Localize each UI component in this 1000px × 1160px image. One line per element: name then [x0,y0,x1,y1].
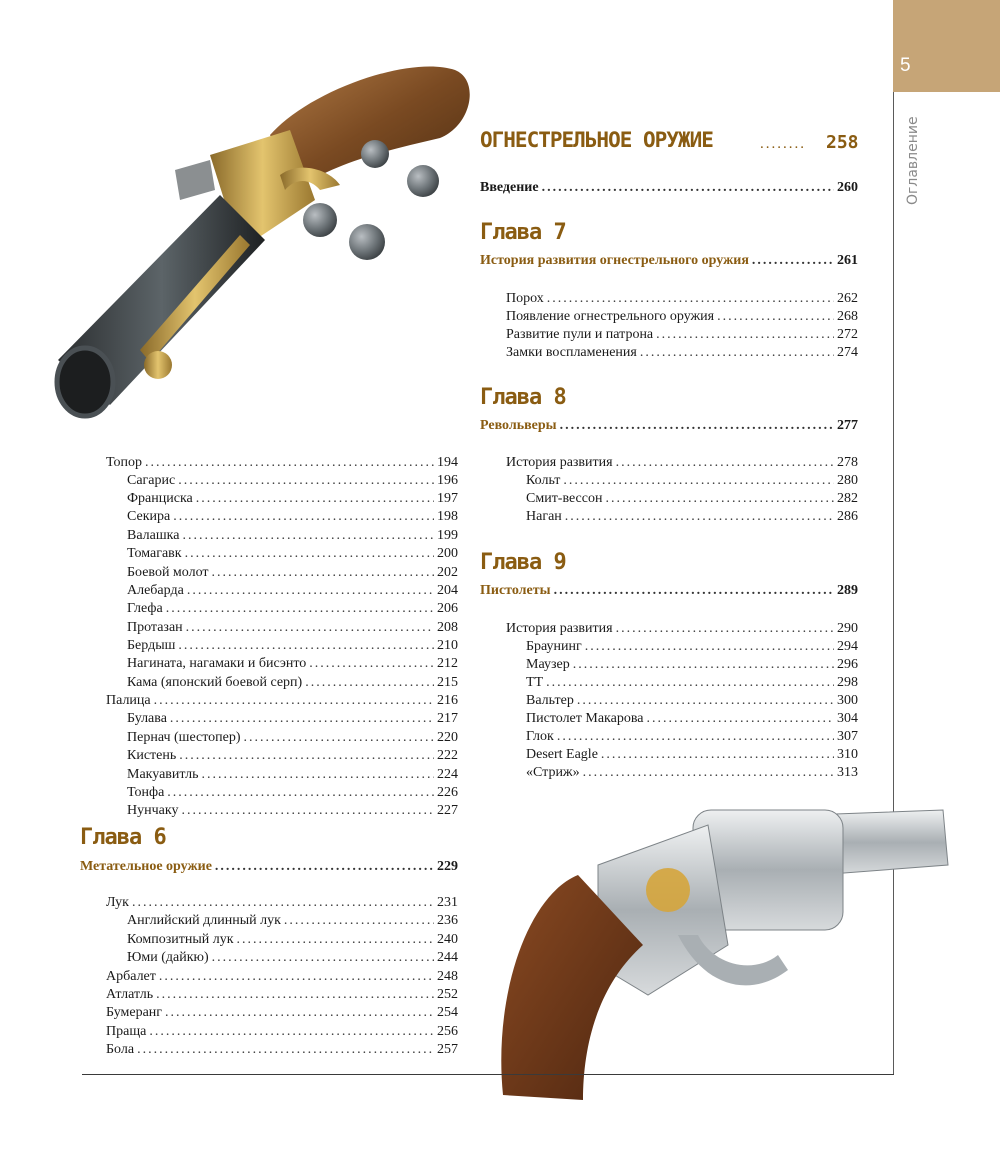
toc-entry[interactable] [526,764,858,782]
toc-page: 204 [437,583,458,598]
toc-label: Томагавк [127,546,182,561]
toc-leader [557,728,834,746]
toc-label: Палица [106,693,151,708]
toc-entry[interactable] [127,508,458,526]
toc-page: 208 [437,620,458,635]
toc-page: 278 [837,455,858,470]
toc-entry[interactable] [127,674,458,692]
chapter-heading: Глава 6 [80,825,166,850]
toc-label: Алебарда [127,583,184,598]
lead-ball [407,165,439,197]
toc-page: 294 [837,639,858,654]
toc-label: Атлатль [106,987,154,1002]
toc-page: 199 [437,528,458,543]
toc-page: 272 [837,327,858,342]
toc-leader [542,179,834,197]
section-page: 258 [826,132,859,153]
toc-leader [212,949,434,967]
toc-label: Протазан [127,620,183,635]
toc-page: 268 [837,309,858,324]
toc-page: 200 [437,546,458,561]
side-section-label: Оглавление [905,116,921,205]
chapter-entry[interactable] [480,252,858,270]
toc-entry[interactable] [127,912,458,930]
toc-label: Кистень [127,748,177,763]
section-title-dots: ........ [760,136,806,152]
toc-page: 236 [437,913,458,928]
toc-label: Булава [127,711,167,726]
toc-leader [202,766,434,784]
toc-page: 260 [837,180,858,195]
toc-label: Нунчаку [127,803,179,818]
toc-leader [601,746,834,764]
toc-leader [178,472,434,490]
toc-label: Развитие пули и патрона [506,327,654,342]
toc-entry[interactable] [127,931,458,949]
toc-leader [305,674,434,692]
toc-entry[interactable] [506,290,858,308]
chapter-subtitle: Пистолеты [480,583,551,598]
section-title: ОГНЕСТРЕЛЬНОЕ ОРУЖИЕ [480,128,713,152]
toc-leader [563,472,834,490]
toc-page: 262 [837,291,858,306]
toc-label: Замки воспламенения [506,345,637,360]
toc-page: 300 [837,693,858,708]
toc-entry[interactable] [127,490,458,508]
toc-entry[interactable] [127,784,458,802]
toc-label: Франциска [127,491,193,506]
toc-entry[interactable] [106,1041,458,1059]
toc-leader [640,344,834,362]
toc-entry[interactable] [526,656,858,674]
toc-entry[interactable] [127,564,458,582]
toc-label: Юми (дайкю) [127,950,209,965]
toc-leader [159,968,434,986]
toc-leader [137,1041,434,1059]
toc-page: 310 [837,747,858,762]
toc-entry[interactable] [127,802,458,820]
toc-page: 194 [437,455,458,470]
toc-entry[interactable] [506,326,858,344]
toc-leader [154,692,434,710]
toc-leader [752,252,834,270]
toc-page: 226 [437,785,458,800]
toc-leader [560,417,834,435]
toc-page: 304 [837,711,858,726]
toc-label: Desert Eagle [526,747,598,762]
toc-page: 240 [437,932,458,947]
toc-label: ТТ [526,675,544,690]
toc-page: 202 [437,565,458,580]
toc-label: Английский длинный лук [127,913,281,928]
toc-leader [165,1004,434,1022]
toc-label: Композитный лук [127,932,234,947]
toc-entry[interactable] [127,949,458,967]
toc-leader [181,802,434,820]
toc-page: 210 [437,638,458,653]
toc-entry[interactable] [526,746,858,764]
toc-page: 282 [837,491,858,506]
toc-entry[interactable] [106,454,458,472]
toc-leader [187,582,434,600]
toc-entry[interactable] [506,620,858,638]
toc-page: 217 [437,711,458,726]
toc-leader [182,527,434,545]
toc-page: 280 [837,473,858,488]
toc-label: Нагината, нагамаки и бисэнто [127,656,307,671]
toc-page: 256 [437,1024,458,1039]
toc-leader [179,747,434,765]
toc-leader [237,931,434,949]
toc-page: 257 [437,1042,458,1057]
toc-entry[interactable] [526,472,858,490]
toc-leader [573,656,834,674]
toc-leader [547,290,834,308]
toc-label: Лук [106,895,129,910]
toc-leader [167,784,434,802]
toc-page: 261 [837,253,858,268]
toc-page: 252 [437,987,458,1002]
toc-leader [583,764,834,782]
toc-label: Наган [526,509,562,524]
lead-ball [349,224,385,260]
chapter-heading: Глава 7 [480,220,566,245]
toc-label: Бумеранг [106,1005,163,1020]
toc-leader [215,858,434,876]
toc-page: 206 [437,601,458,616]
chapter-subtitle: Метательное оружие [80,859,212,874]
toc-page: 313 [837,765,858,780]
ramrod-tip [144,351,172,379]
pistol-hammer [175,160,215,200]
chapter-heading: Глава 9 [480,550,566,575]
toc-label: Кольт [526,473,561,488]
toc-label: Бердыш [127,638,176,653]
toc-label: Кама (японский боевой серп) [127,675,303,690]
toc-label: Праща [106,1024,147,1039]
chapter-heading: Глава 8 [480,385,566,410]
toc-entry[interactable] [106,894,458,912]
toc-label: Топор [106,455,142,470]
toc-leader [616,620,834,638]
toc-page: 307 [837,729,858,744]
toc-label: Пистолет Макарова [526,711,644,726]
chapter-entry[interactable] [480,417,858,435]
toc-label: Арбалет [106,969,156,984]
toc-label: Пернач (шестопер) [127,730,241,745]
toc-label: Вальтер [526,693,574,708]
lead-ball [303,203,337,237]
toc-page: 277 [837,418,858,433]
toc-leader [145,454,434,472]
toc-label: Боевой молот [127,565,209,580]
toc-label: «Стриж» [526,765,580,780]
toc-page: 286 [837,509,858,524]
pistol-photo [40,50,480,430]
toc-leader [605,490,834,508]
toc-page: 231 [437,895,458,910]
gold-eagle-inlay [646,868,690,912]
toc-entry[interactable] [127,766,458,784]
toc-entry[interactable] [526,692,858,710]
chapter-subtitle: История развития огнестрельного оружия [480,253,749,268]
toc-entry[interactable] [506,308,858,326]
toc-entry[interactable] [127,472,458,490]
toc-leader [196,490,434,508]
toc-entry[interactable] [127,527,458,545]
toc-page: 229 [437,859,458,874]
toc-label: Секира [127,509,171,524]
toc-label: Смит-вессон [526,491,603,506]
toc-label: Введение [480,180,539,195]
toc-leader [309,655,434,673]
toc-leader [616,454,834,472]
toc-entry[interactable] [127,637,458,655]
toc-page: 215 [437,675,458,690]
toc-label: Сагарис [127,473,176,488]
toc-page: 222 [437,748,458,763]
toc-page: 196 [437,473,458,488]
toc-leader [546,674,834,692]
toc-page: 220 [437,730,458,745]
toc-label: История развития [506,621,613,636]
toc-entry[interactable] [526,638,858,656]
toc-entry[interactable] [526,508,858,526]
toc-page: 224 [437,767,458,782]
page-number: 5 [900,55,911,76]
toc-page: 197 [437,491,458,506]
toc-entry[interactable] [106,1023,458,1041]
toc-page: 248 [437,969,458,984]
toc-entry[interactable] [127,710,458,728]
toc-page: 290 [837,621,858,636]
toc-leader [178,637,434,655]
toc-label: Появление огнестрельного оружия [506,309,715,324]
toc-leader [149,1023,434,1041]
chapter-entry[interactable] [480,582,858,600]
toc-page: 254 [437,1005,458,1020]
toc-leader [717,308,834,326]
page-tab [893,0,1000,92]
toc-page: 227 [437,803,458,818]
toc-label: Порох [506,291,544,306]
toc-page: 274 [837,345,858,360]
toc-entry[interactable] [526,710,858,728]
toc-entry[interactable] [526,490,858,508]
toc-leader [173,508,434,526]
toc-leader [656,326,834,344]
toc-label: Бола [106,1042,135,1057]
toc-entry[interactable] [127,619,458,637]
pistol-muzzle [57,348,113,416]
toc-leader [166,600,434,618]
toc-leader [577,692,834,710]
toc-page: 296 [837,657,858,672]
chapter-entry[interactable] [80,858,458,876]
toc-entry[interactable] [127,600,458,618]
toc-entry[interactable] [127,582,458,600]
toc-page: 289 [837,583,858,598]
toc-entry[interactable] [506,454,858,472]
toc-leader [585,638,834,656]
lead-ball [361,140,389,168]
toc-leader [647,710,835,728]
toc-page: 198 [437,509,458,524]
toc-leader [284,912,434,930]
toc-entry[interactable] [106,986,458,1004]
toc-entry[interactable] [526,674,858,692]
toc-label: Тонфа [127,785,165,800]
toc-entry[interactable] [127,545,458,563]
toc-leader [565,508,834,526]
toc-page: 298 [837,675,858,690]
toc-entry[interactable] [106,692,458,710]
toc-page: 216 [437,693,458,708]
toc-leader [186,619,434,637]
toc-leader [156,986,434,1004]
toc-page: 212 [437,656,458,671]
toc-page: 244 [437,950,458,965]
toc-label: Маузер [526,657,570,672]
toc-label: История развития [506,455,613,470]
toc-leader [132,894,434,912]
toc-leader [170,710,434,728]
toc-leader [554,582,834,600]
toc-entry[interactable] [127,655,458,673]
toc-entry[interactable] [106,1004,458,1022]
toc-leader [185,545,434,563]
toc-entry[interactable] [127,747,458,765]
toc-entry[interactable] [480,179,858,197]
toc-entry[interactable] [127,729,458,747]
chapter-subtitle: Револьверы [480,418,557,433]
toc-label: Макуавитль [127,767,199,782]
toc-leader [244,729,434,747]
toc-label: Валашка [127,528,180,543]
toc-entry[interactable] [506,344,858,362]
toc-leader [212,564,434,582]
toc-label: Глефа [127,601,163,616]
toc-entry[interactable] [106,968,458,986]
toc-entry[interactable] [526,728,858,746]
toc-label: Глок [526,729,554,744]
revolver-photo [488,795,958,1110]
bottom-rule [82,1074,894,1075]
toc-label: Браунинг [526,639,582,654]
